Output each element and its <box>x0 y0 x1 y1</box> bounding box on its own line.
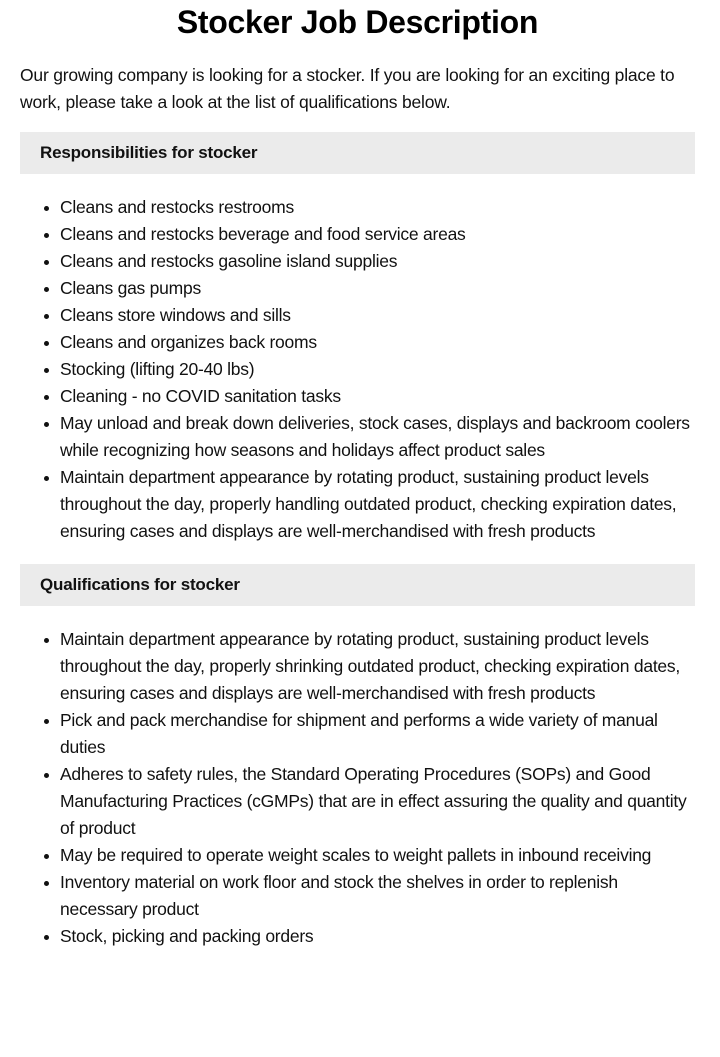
list-item: Pick and pack merchandise for shipment and performs a wide variety of manual duties <box>60 707 695 761</box>
list-item: Cleans gas pumps <box>60 275 695 302</box>
list-item: Cleans and restocks restrooms <box>60 194 695 221</box>
qualifications-heading: Qualifications for stocker <box>20 564 695 606</box>
list-item: Cleans and restocks beverage and food service areas <box>60 221 695 248</box>
list-item: Maintain department appearance by rotating product, sustaining product levels throughout the day, properly handling outdated product, checking expiration dates, ensuring cases and displays are well-merchandised with fresh products <box>60 464 695 545</box>
list-item: Maintain department appearance by rotating product, sustaining product levels throughout the day, properly shrinking outdated product, checking expiration dates, ensuring cases and displays are well-merchandised with fresh products <box>60 626 695 707</box>
list-item: Cleaning - no COVID sanitation tasks <box>60 383 695 410</box>
responsibilities-list <box>20 194 695 545</box>
page-title: Stocker Job Description <box>176 4 539 40</box>
list-item: Adheres to safety rules, the Standard Operating Procedures (SOPs) and Good Manufacturing Practices (cGMPs) that are in effect assuring the quality and quantity of product <box>60 761 695 842</box>
list-item: Stock, picking and packing orders <box>60 923 695 950</box>
intro-paragraph: Our growing company is looking for a stocker. If you are looking for an exciting place to work, please take a look at the list of qualifications below. <box>20 65 675 112</box>
responsibilities-heading: Responsibilities for stocker <box>20 132 695 174</box>
list-item: Inventory material on work floor and stock the shelves in order to replenish necessary product <box>60 869 695 923</box>
list-item: Cleans and organizes back rooms <box>60 329 695 356</box>
list-item: May unload and break down deliveries, stock cases, displays and backroom coolers while recognizing how seasons and holidays affect product sales <box>60 410 695 464</box>
qualifications-list <box>20 626 695 950</box>
list-item: Stocking (lifting 20-40 lbs) <box>60 356 695 383</box>
list-item: Cleans and restocks gasoline island supplies <box>60 248 695 275</box>
list-item: May be required to operate weight scales to weight pallets in inbound receiving <box>60 842 695 869</box>
list-item: Cleans store windows and sills <box>60 302 695 329</box>
